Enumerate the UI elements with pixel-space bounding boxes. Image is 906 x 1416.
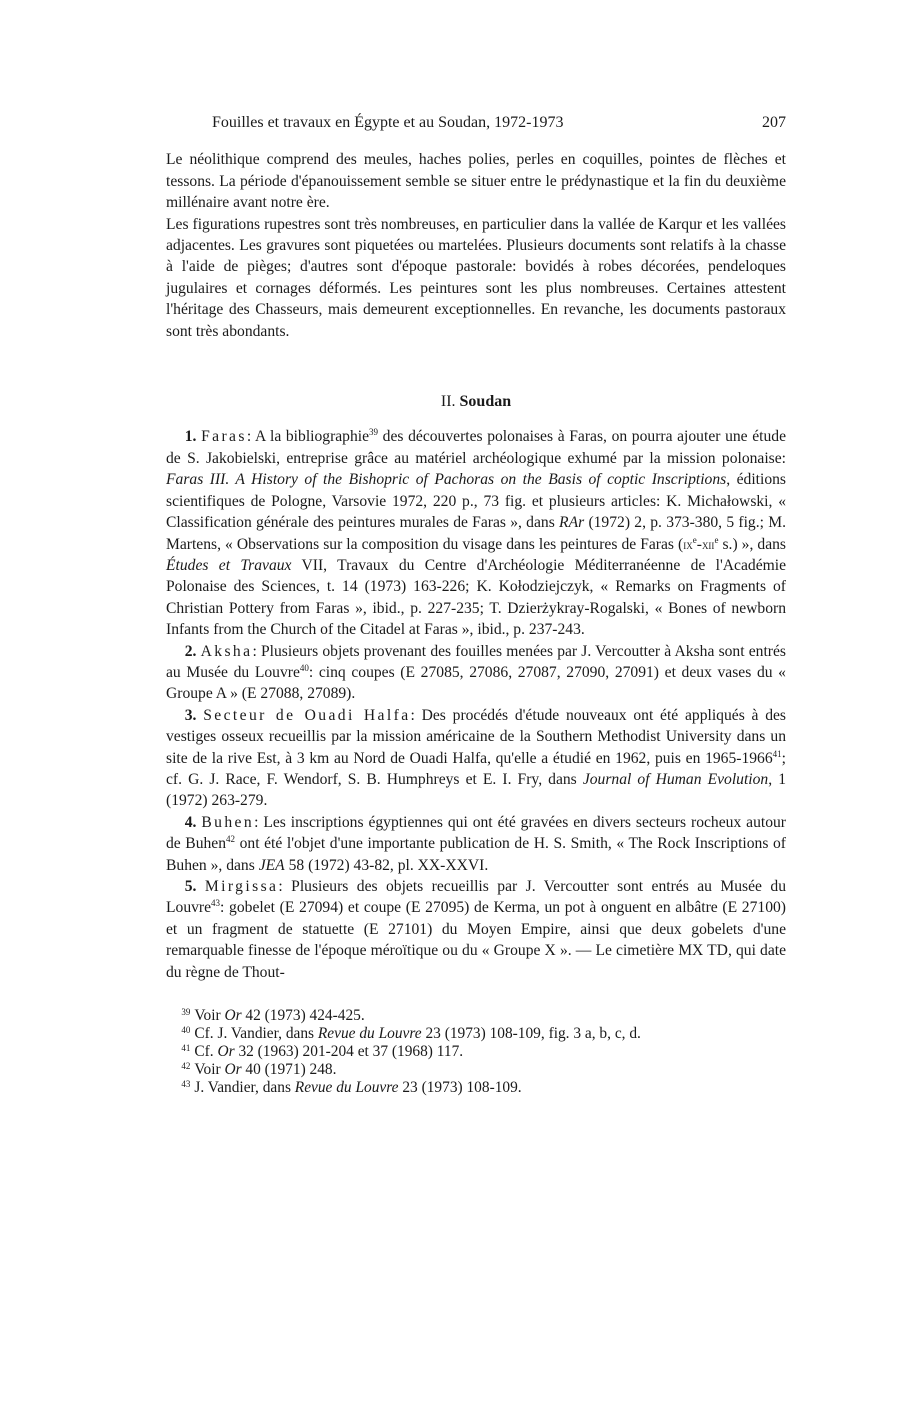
footnote-ref: 39 [369,427,379,438]
item-number: 2. [184,642,197,660]
item-site-name: Buhen [201,813,255,831]
century-numeral: xii [701,536,715,552]
text-run: 23 (1973) 108-109, fig. 3 a, b, c, d. [421,1025,641,1043]
book-title: Faras III. A History of the Bishopric of Pachoras on the Basis of coptic Inscriptions [166,471,727,489]
item-ouadi-halfa [166,705,786,812]
text-run: Voir [194,1061,225,1079]
text-run: : Des procédés d'étude nouveaux ont été appliqués à des vestiges osseux recueillis par la mission américaine de la Southern Methodist University dans un site de la rive Est, à 3 km au Nord de Ouadi Halfa, qu'elle a étudié en 1962, puis en 1965-1966 [166,706,786,767]
text-run: des découvertes polonaises à Faras, on pourra ajouter une étude de S. Jakobielski, entreprise grâce au matériel archéologique exhumé par la mission polonaise: [166,428,786,467]
footnote-number: 43 [181,1079,191,1090]
text-run: - [696,535,702,553]
footnote [166,1061,786,1079]
footnote [166,1043,786,1061]
journal-title: Revue du Louvre [317,1025,422,1043]
text-run: : gobelet (E 27094) et coupe (E 27095) de Kerma, un pot à onguent en albâtre (E 27100) et un fragment de statuette (E 27101) du Moyen Empire, ainsi que deux gobelets d'une remarquable finesse de l'époque méroïtique ou du « Groupe X ». — Le cimetière MX TD, qui date du règne de Thout- [166,899,786,981]
text-run: : A la bibliographie [246,428,370,446]
text-run: , éditions scientifiques de Pologne, Varsovie 1972, 220 p., 73 fig. et plusieurs articles: K. Michałowski, « Classification générale des peintures murales de Faras », dans [166,471,786,532]
ordinal-suffix: e [692,534,697,545]
intro-paragraph-1: Le néolithique comprend des meules, haches polies, perles en coquilles, pointes de flèches et tessons. La période d'épanouissement semble se situer entre le prédynastique et la fin du deuxième millénaire avant notre ère. [166,151,786,212]
item-faras [166,426,786,640]
text-run: : Les inscriptions égyptiennes qui ont été gravées en divers secteurs rocheux autour de Buhen [166,813,787,853]
ordinal-suffix: e [714,534,719,545]
footnote [166,1007,786,1025]
journal-title: Revue du Louvre [294,1079,399,1097]
footnote-ref: 42 [226,834,236,845]
footnote-number: 39 [181,1007,191,1018]
text-run: ont été l'objet d'une importante publication de H. S. Smith, « The Rock Inscriptions of Buhen », dans [166,835,786,874]
text-run: 32 (1963) 201-204 et 37 (1968) 117. [234,1043,464,1061]
item-mirgissa [166,876,786,983]
journal-abbrev: Or [224,1007,242,1025]
item-site-name: Faras [201,428,247,446]
footnote-number: 40 [181,1025,191,1036]
text-run: VII, Travaux du Centre d'Archéologie Méditerranéenne de l'Académie Polonaise des Sciences, t. 14 (1973) 163-226; K. Kołodziejczyk, « Remarks on Fragments of Christian Pottery from Faras », ibid., p. 227-235; T. Dzierżykray-Rogalski, « Bones of newborn Infants from the Church of the Citadel at Faras », ibid., p. 237-243. [166,556,786,639]
text-run: s.) », dans [718,535,787,553]
journal-abbrev: RAr [559,514,585,532]
footnote-number: 41 [181,1043,191,1054]
journal-abbrev: JEA [258,856,285,874]
section-number: II. [440,393,456,411]
section-title: Soudan [459,393,512,411]
text-run: Cf. [194,1043,218,1061]
footnote-number: 42 [181,1061,191,1072]
footnote-ref: 41 [772,748,782,759]
journal-title: Journal of Human Evolution [582,770,769,788]
section-heading [166,391,786,412]
page-number: 207 [762,114,786,131]
text-run: : cinq coupes (E 27085, 27086, 27087, 27090, 27091) et deux vases du « Groupe A » (E 27088, 27089). [166,663,786,703]
item-number: 3. [184,706,197,724]
century-numeral: ix [683,536,693,552]
item-site-name: Mirgissa [204,878,279,895]
text-run: 23 (1973) 108-109. [398,1079,522,1097]
intro-paragraph-2: Les figurations rupestres sont très nombreuses, en particulier dans la vallée de Karqur et les vallées adjacentes. Les gravures sont piquetées ou martelées. Plusieurs documents sont relatifs à la chasse à l'aide de pièges; d'autres sont d'époque pastorale: bovidés à robes décorées, pendeloques jugulaires et cornages déformés. Les peintures sont les plus nombreuses. Certaines attestent l'héritage des Chasseurs, mais demeurent exceptionnelles. En revanche, les documents pastoraux sont très abondants. [166,215,786,340]
text-run: 42 (1973) 424-425. [241,1007,365,1025]
footnote [166,1079,786,1097]
text-run: Cf. J. Vandier, dans [194,1025,318,1043]
text-run: (1972) 2, p. 373-380, 5 fig.; M. Martens, « Observations sur la composition du visage dans les peintures de Faras ( [166,514,786,553]
text-run: J. Vandier, dans [194,1079,295,1097]
text-run: , 1 (1972) 263-279. [166,770,786,810]
item-number: 5. [184,878,197,895]
text-run: Voir [194,1007,225,1025]
text-run: : Plusieurs des objets recueillis par J. Vercoutter sont entrés au Musée du Louvre [166,878,786,917]
text-run: ; cf. G. J. Race, F. Wendorf, S. B. Humphreys et E. I. Fry, dans [166,749,786,788]
item-site-name: Secteur de Ouadi Halfa [203,706,411,724]
footnote-ref: 40 [299,662,309,673]
journal-abbrev: Or [224,1061,242,1079]
text-run: : Plusieurs objets provenant des fouilles menées par J. Vercoutter à Aksha sont entrés au Musée du Louvre [166,642,786,681]
page [166,112,786,1097]
journal-abbrev: Or [217,1043,235,1061]
text-run: 40 (1971) 248. [241,1061,337,1079]
item-number: 1. [184,428,197,446]
item-buhen [166,812,786,876]
item-site-name: Aksha [200,642,253,660]
footnotes [166,1007,786,1097]
item-number: 4. [184,813,197,831]
item-aksha [166,641,786,705]
text-run: 58 (1972) 43-82, pl. XX-XXVI. [284,856,489,874]
running-title: Fouilles et travaux en Égypte et au Soudan, 1972-1973 [212,114,564,131]
footnote-ref: 43 [211,898,221,909]
series-title: Études et Travaux [166,556,292,574]
footnote [166,1025,786,1043]
running-header [166,112,786,133]
